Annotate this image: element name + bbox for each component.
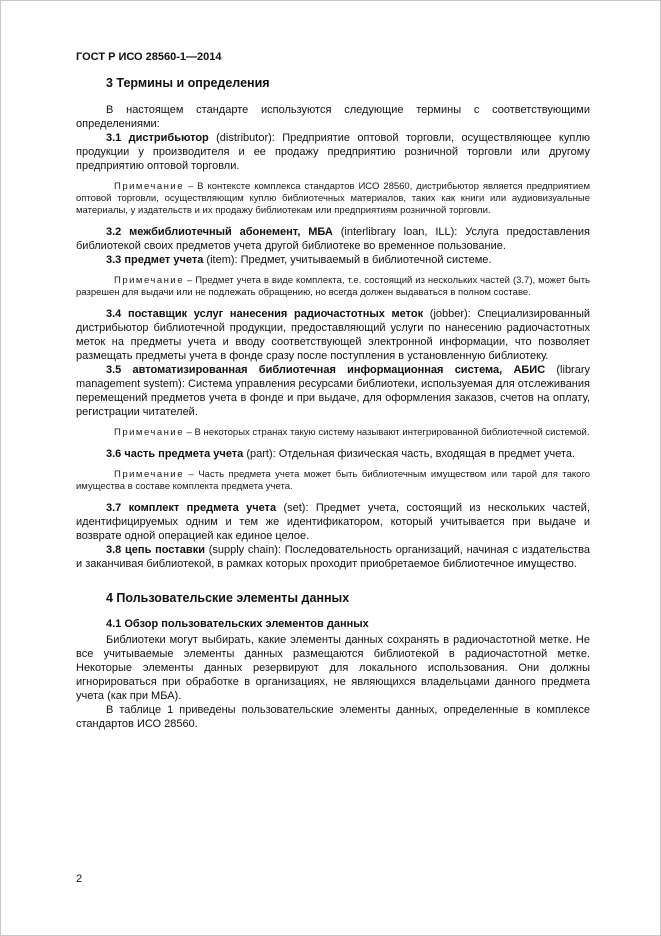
- note-3-1: [76, 181, 590, 217]
- note-3-6: [76, 469, 590, 493]
- term-3-2-def: (interlibrary loan, ILL): Услуга предоставления библиотекой своих предметов учета другой библиотеке во временное пользование.: [76, 226, 590, 252]
- note-3-3: [76, 275, 590, 299]
- term-3-6: [76, 447, 590, 461]
- term-3-6-name: 3.6 часть предмета учета: [106, 448, 244, 460]
- note-3-6-text: – Часть предмета учета может быть библиотечным имуществом или тарой для такого имущества в составе комплекта предмета учета.: [76, 469, 590, 492]
- term-3-5: [76, 363, 590, 419]
- term-3-7-name: 3.7 комплект предмета учета: [106, 502, 277, 514]
- term-3-4-name: 3.4 поставщик услуг нанесения радиочастотных меток: [106, 308, 424, 320]
- note-label: Примечание: [114, 275, 184, 286]
- section-4-heading: 4 Пользовательские элементы данных: [106, 591, 350, 605]
- term-3-8-name: 3.8 цепь поставки: [106, 544, 205, 556]
- term-3-2-name: 3.2 межбиблиотечный абонемент, МБА: [106, 226, 333, 238]
- term-3-3-def: (item): Предмет, учитываемый в библиотечной системе.: [203, 254, 492, 266]
- section-3-intro: В настоящем стандарте используются следующие термины с соответствующими определениями:: [76, 104, 590, 130]
- term-3-8-def: (supply chain): Последовательность организаций, начиная с издательства и заканчивая библиотекой, в рамках которых проходит приобретаемое библиотечное имущество.: [76, 544, 591, 570]
- term-3-4-def: (jobber): Специализированный дистрибьютор библиотечной продукции, предоставляющий услуги по нанесению радиочастотных меток на предметы учета и вводу соответствующей электронной информации, что позволяет размещать предметы учета в фонде сразу после поступления в установленную библиотеку.: [76, 308, 590, 362]
- section-4-para-2: В таблице 1 приведены пользовательские элементы данных, определенные в комплексе стандартов ИСО 28560.: [76, 704, 590, 730]
- note-3-5-text: – В некоторых странах такую систему называют интегрированной библиотечной системой.: [184, 427, 590, 438]
- term-3-2: [76, 225, 590, 253]
- term-3-8: [76, 543, 590, 571]
- note-3-1-text: – В контексте комплекса стандартов ИСО 28560, дистрибьютор является предприятием оптовой торговли, осуществляющим куплю библиотечных материалов, таких как книги или аудиовизуальные материалы, у издательств и их продажу библиотекам или предприятиям розничной торговли.: [76, 181, 590, 216]
- section-4-para-1: Библиотеки могут выбирать, какие элементы данных сохранять в радиочастотной метке. Не все учитываемые элементы данных размещаются библиотекой в радиочастотной метке. Некоторые элементы данных резервируют для локального использования. Они должны игнорироваться при обработке в организациях, не являющихся владельцами данного предмета учета (как при МБА).: [76, 634, 590, 702]
- note-label: Примечание: [114, 427, 184, 438]
- section-4-1-subheading: 4.1 Обзор пользовательских элементов данных: [106, 618, 369, 630]
- term-3-7: [76, 501, 590, 543]
- note-label: Примечание: [114, 181, 184, 192]
- term-3-3-name: 3.3 предмет учета: [106, 254, 204, 266]
- note-3-5: [76, 427, 590, 439]
- term-3-4: [76, 307, 590, 363]
- term-3-3: [76, 253, 590, 267]
- term-3-5-def: (library management system): Система управления ресурсами библиотеки, используемая для отслеживания перемещений предметов учета в фонде и при выдаче, для оформления заказов, счетов на оплату, регистрации читателей.: [76, 364, 591, 418]
- term-3-7-def: (set): Предмет учета, состоящий из нескольких частей, идентифицируемых одним и тем же идентификатором, который учитывается при выдаче и возврате одной операцией как единое целое.: [76, 502, 590, 542]
- term-3-1-def: (distributor): Предприятие оптовой торговли, осуществляющее куплю продукции у производителя и ее продажу предприятию розничной торговли или другому предприятию оптовой торговли.: [76, 132, 590, 172]
- note-label: Примечание: [114, 469, 184, 480]
- page-number: 2: [76, 873, 83, 885]
- doc-code: ГОСТ Р ИСО 28560-1—2014: [76, 51, 222, 63]
- term-3-1: [76, 131, 590, 173]
- note-3-3-text: – Предмет учета в виде комплекта, т.е. состоящий из нескольких частей (3.7), может быть разрешен для выдачи или не подлежать обращению, но всегда должен выдаваться в полном составе.: [76, 275, 590, 298]
- term-3-5-name: 3.5 автоматизированная библиотечная информационная система, АБИС: [106, 364, 546, 376]
- term-3-1-name: 3.1 дистрибьютор: [106, 132, 209, 144]
- section-3-heading: 3 Термины и определения: [106, 76, 270, 90]
- term-3-6-def: (part): Отдельная физическая часть, входящая в предмет учета.: [243, 448, 576, 460]
